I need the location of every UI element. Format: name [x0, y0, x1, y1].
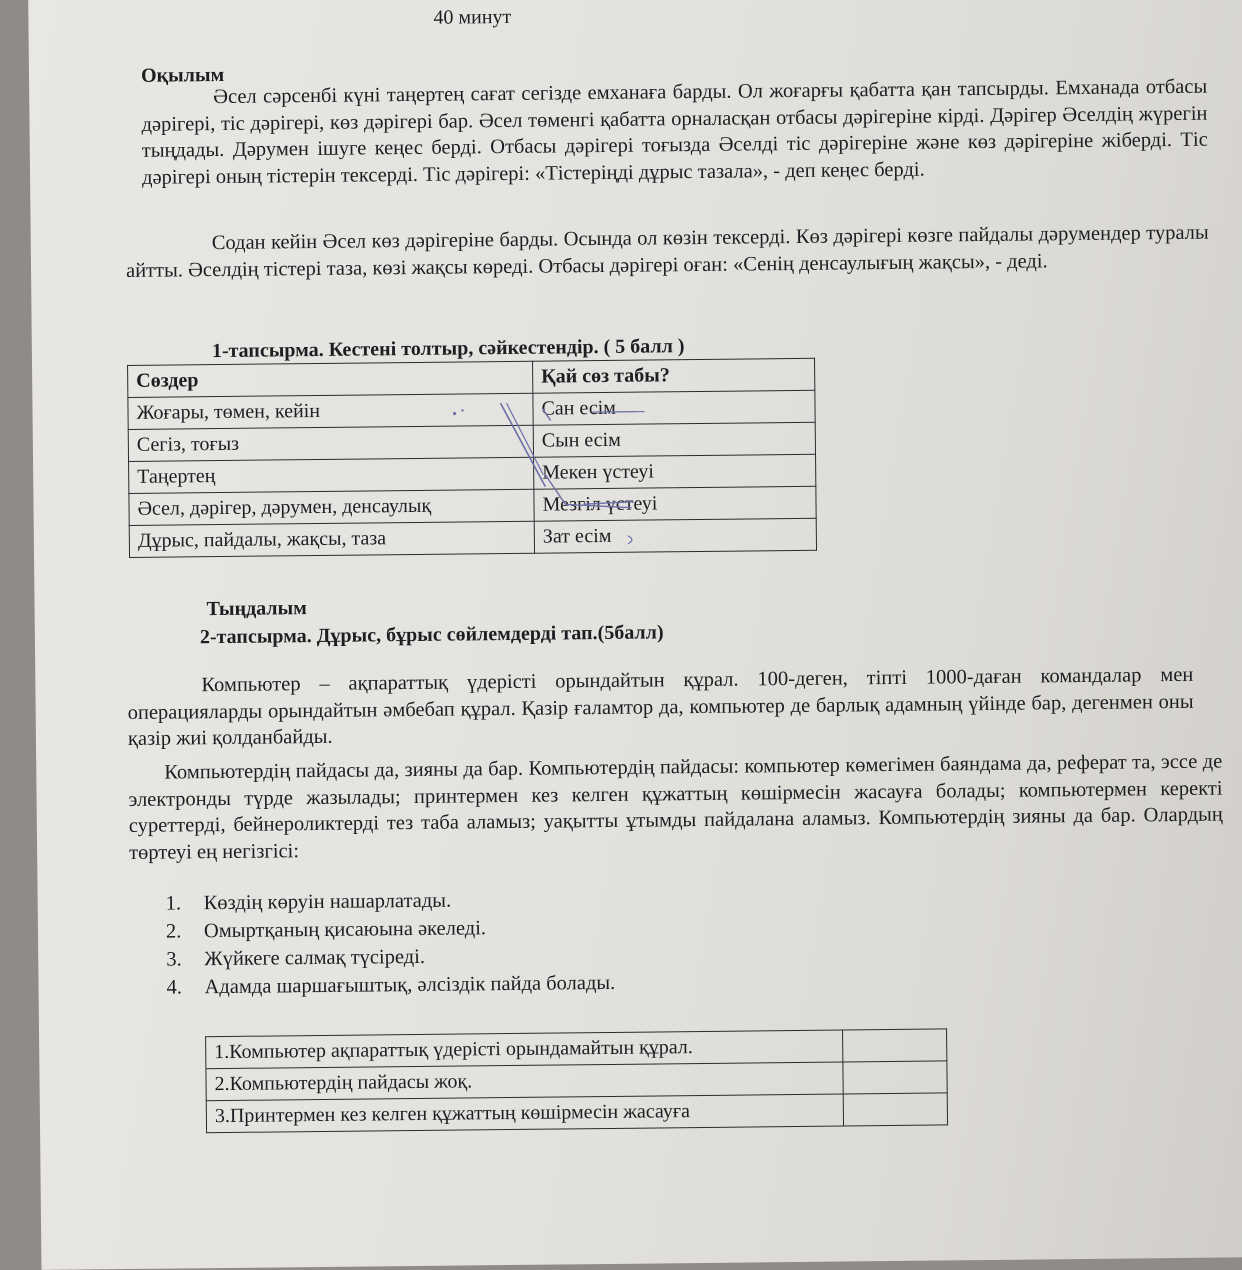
table-cell: Дұрыс, пайдалы, жақсы, таза	[129, 521, 534, 557]
list-text: Жүйкеге салмақ түсіреді.	[204, 945, 426, 971]
worksheet-page	[28, 0, 1242, 1270]
column-header-part-of-speech: Қай сөз табы?	[533, 358, 815, 393]
list-item	[166, 890, 452, 916]
task2-answer-table	[205, 1028, 948, 1133]
table-cell: Әсел, дәрігер, дәрумен, денсаулық	[129, 489, 534, 525]
list-number: 2.	[165, 920, 182, 943]
statement-cell: 3.Принтермен кез келген құжаттың көшірмесін жасауға	[206, 1094, 843, 1133]
list-number: 3.	[166, 948, 182, 971]
list-text: Көздің көруін нашарлатады.	[203, 889, 452, 915]
table-cell: Сегіз, тоғыз	[128, 425, 533, 461]
list-text: Омыртқаның қисаюына әкеледі.	[203, 917, 487, 943]
table-cell: Мекен үстеуі	[534, 454, 816, 489]
list-item	[166, 946, 425, 972]
answer-cell[interactable]	[843, 1029, 947, 1062]
list-text: Адамда шаршағыштық, әлсіздік пайда болады.	[204, 971, 616, 999]
statement-cell: 2.Компьютердің пайдасы жоқ.	[206, 1062, 843, 1101]
statement-cell: 1.Компьютер ақпараттық үдерісті орындамайтын құрал.	[206, 1030, 843, 1069]
answer-cell[interactable]	[843, 1061, 947, 1094]
reading-paragraph-1: Әсел сәрсенбі күні таңертең сағат сегізде емханаға барды. Ол жоғарғы қабатта қан тапсырды. Емханада отбасы дәрігері, тіс дәрігері, көз дәрігері бар. Әсел төменгі қабатта орналасқан отбасы дәрігеріне кірді. Дәрігер Әселдің жүрегін тыңдады. Дәрумен ішуге кеңес берді. Отбасы дәрігері тоғызда Әселді тіс дәрігеріне және көз дәрігеріне жіберді. Тіс дәрігері оның тістерін тексерді. Тіс дәрігері: «Тістеріңді дұрыс тазала», - деп кеңес берді.	[141, 75, 1208, 189]
header-duration: 40 минут	[433, 5, 512, 29]
pen-marks	[432, 393, 674, 556]
listening-paragraph-2: Компьютердің пайдасы да, зияны да бар. Компьютердің пайдасы: компьютер көмегімен баяндама да, реферат та, эссе де электронды түрде жазылады; принтермен кез келген құжаттың көшірмесін жасауға болады; компьютермен керекті суреттерді, бейнероликтерді тез таба аламыз; уақытты ұтымды пайдалана аламыз. Компьютердің зияны да бар. Олардың төртеуі ең негізгісі:	[128, 750, 1223, 864]
listening-paragraph-1: Компьютер – ақпараттық үдерісті орындайтын құрал. 100-деген, тіпті 1000-даған командалар мен операцияларды орындайтын әмбебап құрал. Қазір ғаламтор да, компьютер де барлық адамның үйінде бар, дегенмен оны қазір жиі қолданбайды.	[127, 663, 1194, 750]
table-cell: Сын есім	[533, 422, 815, 457]
reading-title: Оқылым	[140, 63, 225, 87]
task2-title: 2-тапсырма. Дұрыс, бұрыс сөйлемдерді тап.(5балл)	[199, 621, 664, 649]
column-header-words: Сөздер	[128, 361, 533, 397]
table-cell: Зат есім	[534, 518, 816, 553]
list-item	[166, 972, 615, 1000]
table-cell: Мезгіл үстеуі	[534, 486, 816, 521]
reading-paragraph-2: Содан кейін Әсел көз дәрігеріне барды. Осында ол көзін тексерді. Көз дәрігері көзге пайдалы дәрумендер туралы айтты. Әселдің тістері таза, көзі жақсы көреді. Отбасы дәрігері оған: «Сенің денсаулығың жақсы», - деді.	[125, 221, 1209, 282]
task1-title: 1-тапсырма. Кестені толтыр, сәйкестендір. ( 5 балл )	[211, 335, 685, 363]
answer-cell[interactable]	[843, 1093, 947, 1126]
list-number: 1.	[165, 892, 182, 915]
table-cell: Таңертең	[129, 457, 534, 493]
header-skills	[433, 0, 661, 1]
listening-title: Тыңдалым	[206, 597, 307, 621]
list-item	[166, 917, 486, 943]
table-cell: Жоғары, төмен, кейін	[128, 393, 533, 429]
table-cell: Сан есім	[533, 390, 815, 425]
list-number: 4.	[166, 976, 183, 999]
table-row	[206, 1093, 947, 1133]
